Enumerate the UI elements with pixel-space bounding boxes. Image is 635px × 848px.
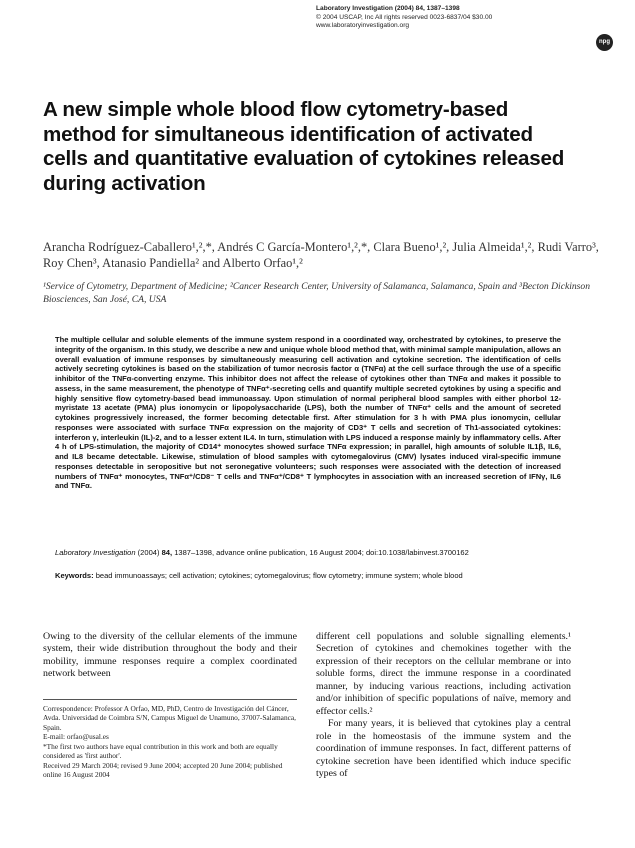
author-list: Arancha Rodríguez-Caballero¹,²,*, Andrés C García-Montero¹,²,*, Clara Bueno¹,², Julia Almeida¹,², Rudi Varro³, Roy Chen³, Atanasio Pandiella² and Alberto Orfao¹,²: [43, 240, 599, 270]
keywords-label: Keywords:: [55, 571, 94, 580]
citation-year: (2004): [137, 548, 160, 557]
keywords: [55, 571, 561, 581]
citation-volume: 84,: [161, 548, 173, 557]
journal-line: Laboratory Investigation (2004) 84, 1387–1398: [316, 5, 460, 12]
copyright-line: © 2004 USCAP, Inc All rights reserved 0023-6837/04 $30.00: [316, 13, 493, 21]
email-note: E-mail: orfao@usal.es: [43, 732, 109, 742]
citation-details: 1387–1398, advance online publication, 16 August 2004; doi:10.1038/labinvest.3700162: [174, 548, 469, 557]
keywords-text: bead immunoassays; cell activation; cytokines; cytomegalovirus; flow cytometry; immune system; whole blood: [95, 571, 463, 580]
paper-title: A new simple whole blood flow cytometry-based method for simultaneous identification of activated cells and quantitative evaluation of cytokines released during activation: [43, 98, 565, 195]
journal-url[interactable]: www.laboratoryinvestigation.org: [316, 22, 410, 30]
received-note: Received 29 March 2004; revised 9 June 2004; accepted 20 June 2004; published online 16 August 2004: [43, 760, 283, 780]
affiliations: ¹Service of Cytometry, Department of Medicine; ²Cancer Research Center, University of Salamanca, Salamanca, Spain and ³Becton Dickinson Biosciences, San José, CA, USA: [43, 281, 590, 305]
footnote-divider: [43, 699, 297, 700]
correspondence-note: Correspondence: Professor A Orfao, MD, PhD, Centro de Investigación del Cáncer, Avda. Universidad de Coimbra S/N, Campus Miguel de Unamuno, 37007-Salamanca, Spain.: [43, 704, 296, 732]
body-paragraph: For many years, it is believed that cytokines play a central role in the homeostasis of the immune system and the coordination of immune responses. In fact, different patterns of cytokine secretion have been identified which induce specific types of: [316, 718, 571, 779]
journal-header: [316, 5, 586, 31]
body-column-right: [316, 631, 571, 780]
citation: [55, 548, 575, 558]
publisher-logo: npg: [596, 34, 613, 51]
intro-paragraph: Owing to the diversity of the cellular elements of the immune system, their wide distribution throughout the body and their mobility, immune responses require a complex coordinated network between: [43, 631, 297, 680]
footnotes: [43, 704, 297, 780]
abstract: The multiple cellular and soluble elements of the immune system respond in a coordinated way, orchestrated by cytokines, to preserve the integrity of the organism. In this study, we describe a new and unique whole blood method that, with minimal sample manipulation, allows an overall evaluation of immune responses by simultaneously measuring cell activation and cytokine secretion. The identification of cells actively secreting cytokines is based on the stabilization of tumor necrosis factor α (TNFα) at the cell surface through the use of a specific inhibitor of the TNFα-converting enzyme. This inhibitor does not affect the release of cytokines other than TNFα and makes it possible to assess, in the same measurement, the phenotype of TNFα⁺-secreting cells and quantify multiple secreted cytokines by using a specific and highly sensitive flow cytometry-based bead immunoassay. Upon stimulation of normal peripheral blood samples with either phorbol 12-myristate 13 acetate (PMA) plus ionomycin or lipopolysaccharide (LPS), both the number of TNFα⁺ cells and the amount of secreted cytokines progressively increased, the former becoming detectable first. After stimulation for 3 h with PMA plus ionomycin, cellular responses were associated with surface TNFα expression on the majority of CD3⁺ T cells and secretion of Th1-associated cytokines: interferon γ, interleukin (IL)-2, and to a lesser extent IL4. In turn, stimulation with LPS induced a response mainly by inflammatory cells. After 4 h of LPS-stimulation, the majority of CD14⁺ monocytes showed surface TNFα expression; in parallel, high amounts of soluble IL1β, IL6, and IL8 became detectable. Likewise, stimulation of blood samples with cytomegalovirus (CMV) lysates induced viral-specific immune responses detectable in seropositive but not seronegative volunteers; such responses were associated with the detection of increased numbers of TNFα⁺ monocytes, TNFα⁺/CD8⁻ T cells and TNFα⁺/CD8⁺ T lymphocytes in association with an increased secretion of IFNγ, IL6 and TNFα.: [55, 335, 561, 491]
equal-contribution-note: *The first two authors have equal contribution in this work and both are equally considered as 'first author'.: [43, 741, 278, 761]
body-column-left: [43, 631, 297, 681]
citation-journal: Laboratory Investigation: [55, 548, 136, 557]
body-paragraph: different cell populations and soluble signalling elements.¹ Secretion of cytokines and chemokines together with the expression of their receptors on the cellular membrane or into soluble forms, direct the immune response in a coordinated manner, by inducing various reactions, including activation and/or inhibition of specific populations of naïve, memory and effector cells.²: [316, 631, 571, 717]
